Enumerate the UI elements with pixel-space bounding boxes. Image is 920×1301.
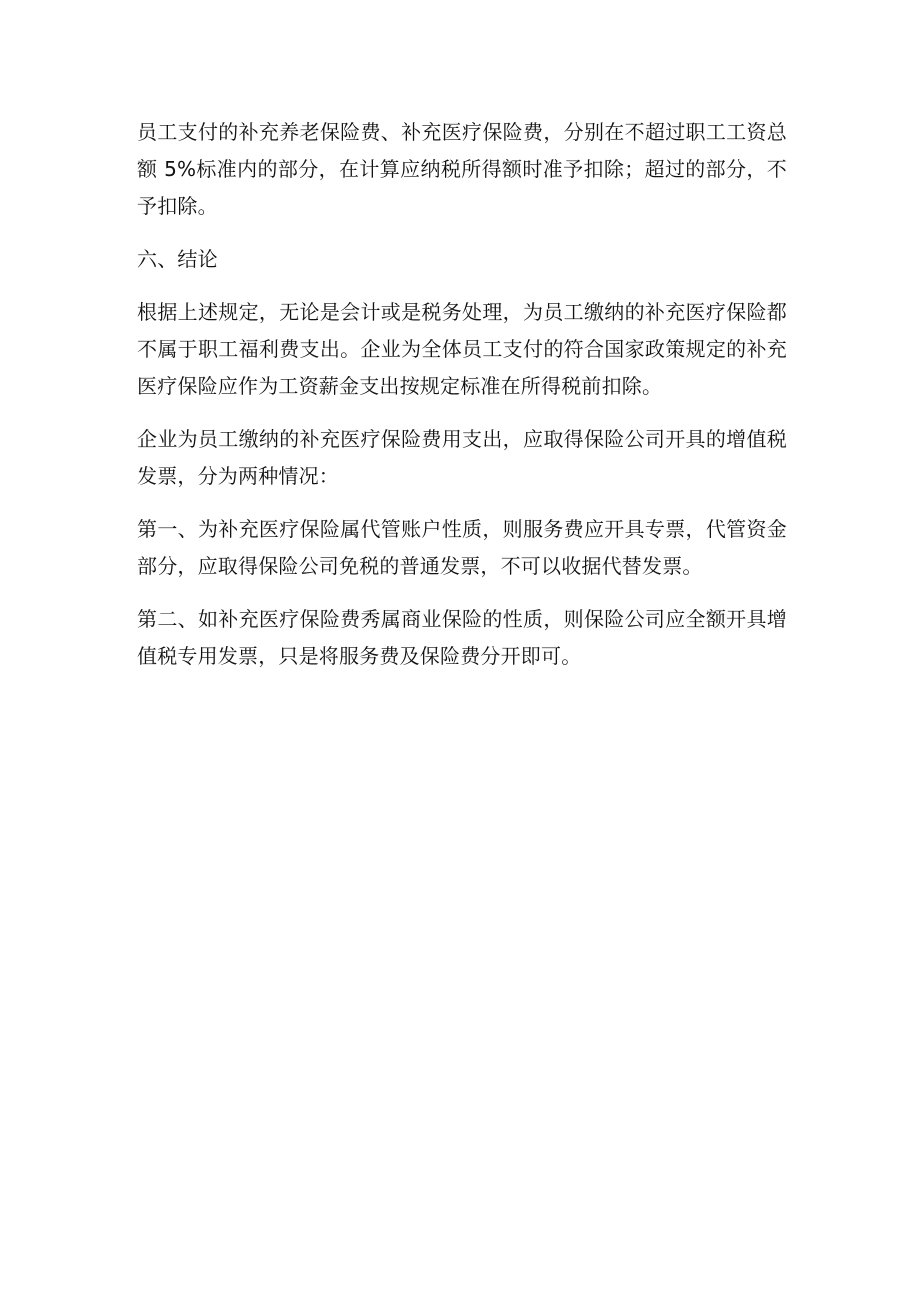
paragraph-invoice-intro: 企业为员工缴纳的补充医疗保险费用支出，应取得保险公司开具的增值税发票，分为两种情况： [137,427,787,488]
document-body [137,114,787,691]
paragraph-deduction-rule: 员工支付的补充养老保险费、补充医疗保险费，分别在不超过职工工资总额 5%标准内的部分，在计算应纳税所得额时准予扣除；超过的部分，不予扣除。 [137,120,787,218]
section-heading-conclusion: 六、结论 [137,247,218,271]
paragraph-case-two: 第二、如补充医疗保险费秀属商业保险的性质，则保险公司应全额开具增值税专用发票，只是将服务费及保险费分开即可。 [137,607,787,668]
paragraph-conclusion: 根据上述规定，无论是会计或是税务处理，为员工缴纳的补充医疗保险都不属于职工福利费支出。企业为全体员工支付的符合国家政策规定的补充医疗保险应作为工资薪金支出按规定标准在所得税前扣除。 [137,300,787,398]
paragraph-case-one: 第一、为补充医疗保险属代管账户性质，则服务费应开具专票，代管资金部分，应取得保险公司免税的普通发票，不可以收据代替发票。 [137,517,787,578]
